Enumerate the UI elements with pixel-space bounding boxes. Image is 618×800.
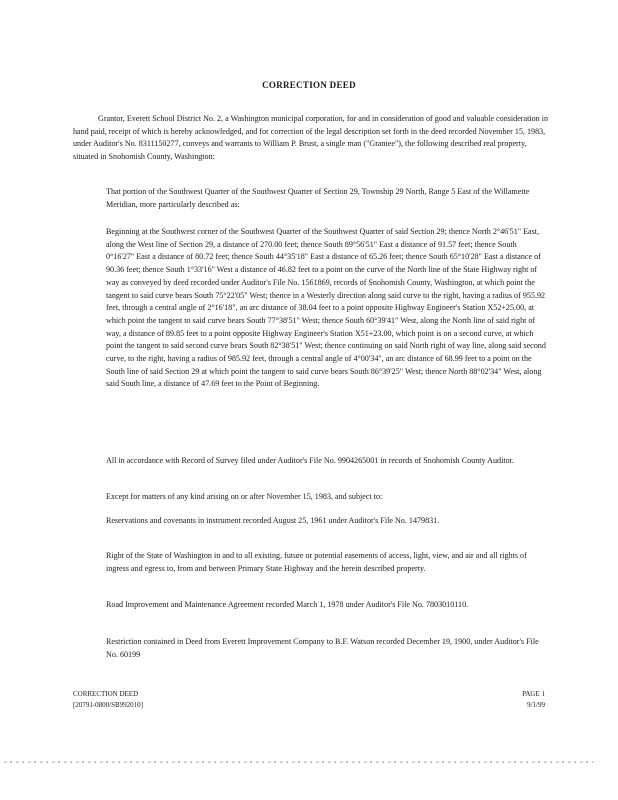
exception-item: Road Improvement and Maintenance Agreement recorded March 1, 1978 under Auditor's File No. 7803010110. <box>106 600 469 609</box>
grantor-paragraph: Grantor, Everett School District No. 2, a Washington municipal corporation, for and in consideration of good and valuable consideration in hand paid, receipt of which is hereby acknowledged, and for correction of the legal description set forth in the deed recorded November 15, 1983, under Auditor's No. 8311150277, conveys and warrants to William P. Brust, a single man ("Grantee"), the following described real property, situated in Snohomish County, Washington: <box>73 114 548 162</box>
page-number: PAGE 1 <box>522 690 545 698</box>
exception-item: Right of the State of Washington in and to all existing, future or potential easements of access, light, view, and air and all rights of ingress and egress to, from and between Primary State Highway and the herein described property. <box>106 551 527 573</box>
footer-file-number: [20791-0800/SB992010] <box>73 701 143 709</box>
footer-date: 9/1/99 <box>527 701 545 709</box>
scan-artifact-strip <box>4 761 594 763</box>
exception-item: Restriction contained in Deed from Everett Improvement Company to B.F. Watson recorded December 19, 1900, under Auditor's File No. 60199 <box>106 637 539 659</box>
metes-and-bounds-description: Beginning at the Southwest corner of the Southwest Quarter of the Southwest Quarter of said Section 29; thence North 2°46'51" East, along the West line of Section 29, a distance of 270.00 feet; thence South 89°56'51" East a distance of 91.57 feet; thence South 0°16'27" East a distance of 80.72 feet; thence South 44°35'18" East a distance of 65.26 feet; thence South 65°10'28" East a distance of 90.36 feet; thence South 1°33'16" West a distance of 46.82 feet to a point on the curve of the North line of the State Highway right of way as conveyed by deed recorded under Auditor's File No. 1561869, records of Snohomish County, Washington, at which point the tangent to said curve bears South 75°22'05" West; thence in a Westerly direction along said curve to the right, having a radius of 955.92 feet, through a central angle of 2°16'18", an arc distance of 38.04 feet to a point opposite Highway Engineer's Station X52+25.00, at which point the tangent to said curve bears South 77°38'51" West; thence South 60°39'41" West, along the North line of said right of way, a distance of 89.85 feet to a point opposite Highway Engineer's Station X51+23.00, which point is on a second curve, at which point the tangent to said second curve bears South 82°38'51" West; thence continuing on said North right of way line, along said second curve, to the right, having a radius of 985.92 feet, through a central angle of 4°00'34", an arc distance of 68.99 feet to a point on the South line of said Section 29 at which point the tangent to said curve bears South 86°39'25" West; thence North 88°02'34" West, along said South line, a distance of 47.69 feet to the Point of Beginning. <box>106 227 546 389</box>
footer-title: CORRECTION DEED <box>73 690 139 698</box>
document-title: CORRECTION DEED <box>262 80 356 90</box>
exception-item: Reservations and covenants in instrument recorded August 25, 1961 under Auditor's File No. 1479831. <box>106 516 440 525</box>
footer-page-info <box>522 689 545 711</box>
record-of-survey-note: All in accordance with Record of Survey filed under Auditor's File No. 9904265001 in records of Snohomish County Auditor. <box>106 456 514 465</box>
footer-document-id <box>73 689 143 711</box>
exceptions-intro: Except for matters of any kind arising on or after November 15, 1983, and subject to: <box>106 492 383 501</box>
legal-description-intro: That portion of the Southwest Quarter of the Southwest Quarter of Section 29, Township 29 North, Range 5 East of the Willamette Meridian, more particularly described as: <box>106 187 530 209</box>
